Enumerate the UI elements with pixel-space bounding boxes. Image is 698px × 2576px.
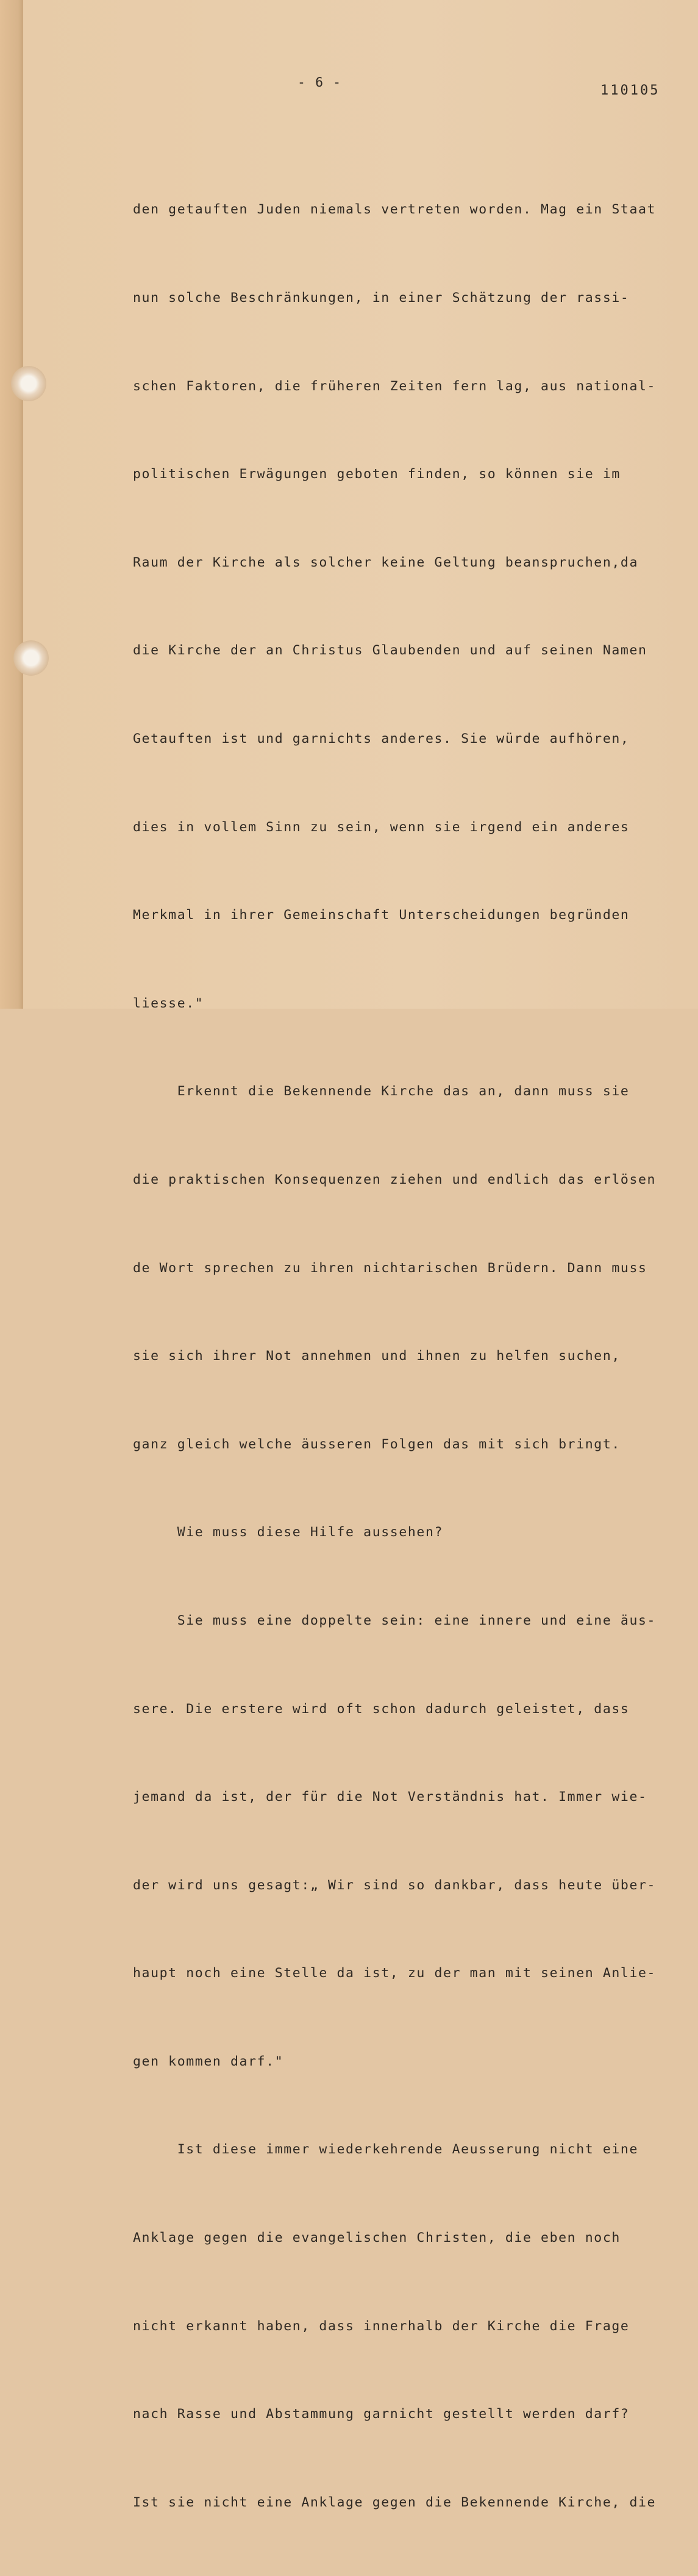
text-line: Raum der Kirche als solcher keine Geltung beanspruchen,da	[133, 554, 639, 570]
text-line: Wie muss diese Hilfe aussehen?	[133, 1525, 444, 1540]
text-line: sere. Die erstere wird oft schon dadurch geleistet, dass	[133, 1701, 630, 1717]
text-line: gen kommen darf."	[133, 2053, 284, 2069]
text-line: schen Faktoren, die früheren Zeiten fern lag, aus national-	[133, 378, 657, 394]
text-line: Ist diese immer wiederkehrende Aeusserung nicht eine	[133, 2142, 639, 2158]
text-line: politischen Erwägungen geboten finden, so können sie im	[133, 467, 621, 482]
text-line: Ist sie nicht eine Anklage gegen die Bekennende Kirche, die	[133, 2494, 657, 2510]
text-line: nicht erkannt haben, dass innerhalb der Kirche die Frage	[133, 2318, 630, 2334]
text-line: der wird uns gesagt:„ Wir sind so dankbar, dass heute über-	[133, 1877, 657, 1893]
text-line: nach Rasse und Abstammung garnicht gestellt werden darf?	[133, 2406, 630, 2422]
punch-hole	[11, 366, 46, 401]
paper-edge	[0, 0, 23, 1009]
text-line: ganz gleich welche äusseren Folgen das mit sich bringt.	[133, 1436, 621, 1452]
text-line: die praktischen Konsequenzen ziehen und endlich das erlösen	[133, 1172, 657, 1187]
text-line: sie sich ihrer Not annehmen und ihnen zu helfen suchen,	[133, 1348, 621, 1364]
text-line: Anklage gegen die evangelischen Christen, die eben noch	[133, 2230, 621, 2246]
punch-hole	[13, 640, 49, 676]
text-line: dies in vollem Sinn zu sein, wenn sie irgend ein anderes	[133, 819, 630, 835]
text-line: Getauften ist und garnichts anderes. Sie würde aufhören,	[133, 731, 630, 746]
text-line: jemand da ist, der für die Not Verständnis hat. Immer wie-	[133, 1789, 647, 1805]
text-line: haupt noch eine Stelle da ist, zu der man mit seinen Anlie-	[133, 1966, 657, 1981]
text-line: de Wort sprechen zu ihren nichtarischen Brüdern. Dann muss	[133, 1260, 647, 1276]
text-line: die Kirche der an Christus Glaubenden und auf seinen Namen	[133, 643, 647, 659]
text-line: den getauften Juden niemals vertreten worden. Mag ein Staat	[133, 202, 657, 218]
text-line: Merkmal in ihrer Gemeinschaft Unterscheidungen begründen	[133, 907, 630, 923]
text-line: nun solche Beschränkungen, in einer Schätzung der rassi-	[133, 290, 630, 306]
text-line: liesse."	[133, 995, 204, 1011]
text-line: Sie muss eine doppelte sein: eine innere und eine äus-	[133, 1612, 657, 1628]
document-id: 110105	[600, 83, 660, 98]
text-line: Erkennt die Bekennende Kirche das an, dann muss sie	[133, 1084, 630, 1100]
page-number: - 6 -	[297, 75, 342, 90]
body-text	[133, 137, 656, 2576]
